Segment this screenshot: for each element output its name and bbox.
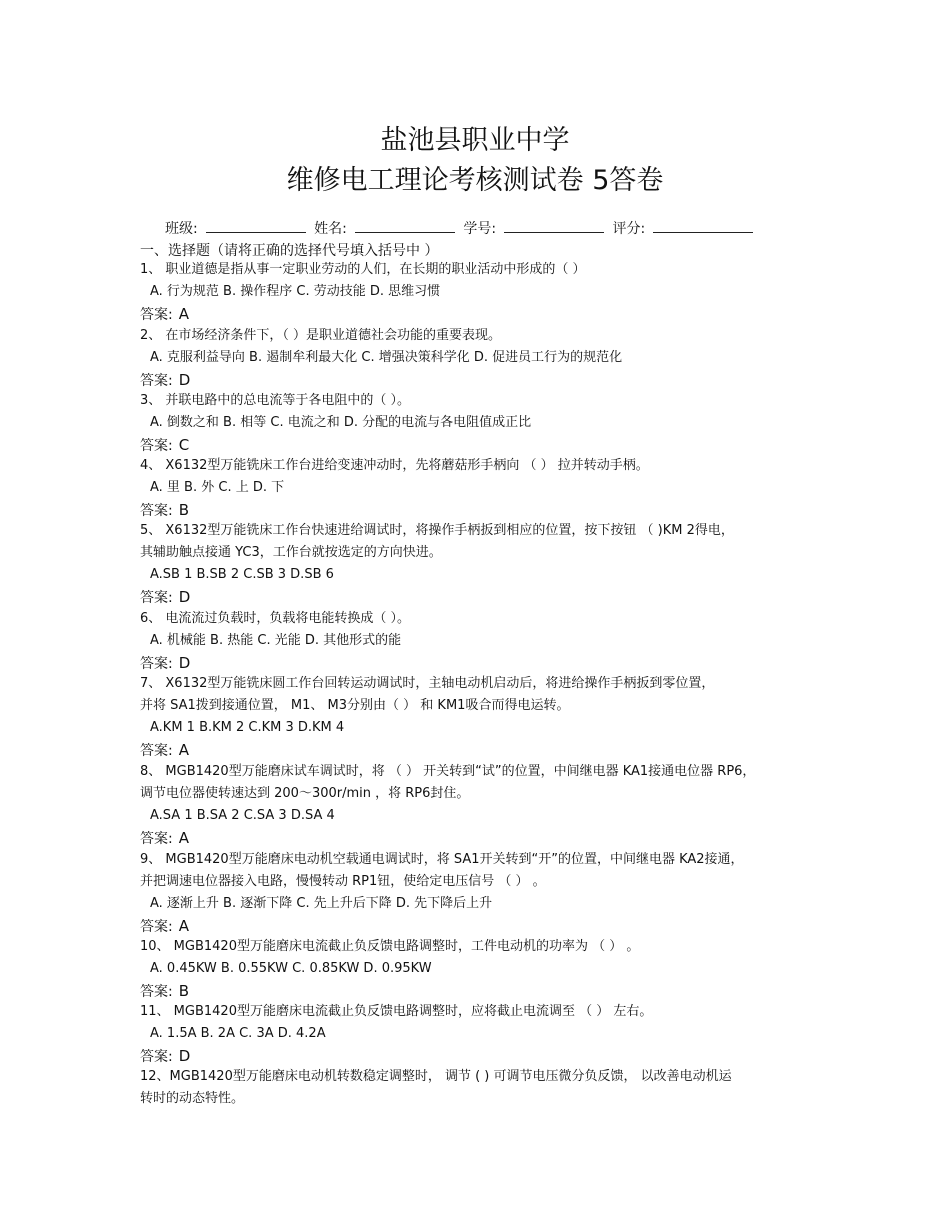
question-options: A.KM 1 B.KM 2 C.KM 3 D.KM 4: [150, 720, 345, 735]
answer-value: B: [178, 501, 190, 519]
answer-label: 答案:: [140, 919, 173, 935]
answer-value: A: [178, 917, 189, 935]
question-options: A. 倒数之和 B. 相等 C. 电流之和 D. 分配的电流与各电阻值成正比: [150, 415, 532, 430]
question-stem: 9、 MGB1420型万能磨床电动机空载通电调试时，将 SA1开关转到“开”的位置，中间继电器 KA2接通，: [140, 852, 744, 867]
question-stem: 5、 X6132型万能铣床工作台快速进给调试时，将操作手柄扳到相应的位置，按下按钮 （ )KM 2得电，: [140, 523, 734, 538]
question-stem: 3、 并联电路中的总电流等于各电阻中的（ ）。: [140, 393, 411, 408]
class-label: 班级:: [165, 221, 198, 237]
answer-label: 答案:: [140, 743, 173, 759]
question-2: [140, 325, 820, 392]
answer-line: [140, 499, 820, 522]
question-stem-continued: 转时的动态特性。: [140, 1091, 245, 1106]
question-options: A. 1.5A B. 2A C. 3A D. 4.2A: [150, 1026, 326, 1041]
answer-label: 答案:: [140, 656, 173, 672]
question-stem-continued: 其辅助触点接通 YC3，工作台就按选定的方向快进。: [140, 545, 442, 560]
answer-label: 答案:: [140, 984, 173, 1000]
question-stem: 10、 MGB1420型万能磨床电流截止负反馈电路调整时，工件电动机的功率为 （ ） 。: [140, 939, 640, 954]
section-title: 一、选择题（请将正确的选择代号填入括号中 ）: [140, 243, 439, 259]
question-stem: 8、 MGB1420型万能磨床试车调试时，将 （ ） 开关转到“试”的位置，中间继电器 KA1接通电位器 RP6，: [140, 764, 756, 779]
question-stem: 11、 MGB1420型万能磨床电流截止负反馈电路调整时，应将截止电流调至 （ ） 左右。: [140, 1004, 653, 1019]
question-1: [140, 259, 820, 326]
score-blank[interactable]: [653, 219, 753, 233]
question-options: A.SB 1 B.SB 2 C.SB 3 D.SB 6: [150, 567, 334, 582]
class-blank[interactable]: [206, 219, 306, 233]
question-options: A. 机械能 B. 热能 C. 光能 D. 其他形式的能: [150, 633, 402, 648]
name-blank[interactable]: [355, 219, 455, 233]
question-stem-continued: 并把调速电位器接入电路，慢慢转动 RP1钮，使给定电压信号 （ ） 。: [140, 874, 546, 889]
paper-title: 维修电工理论考核测试卷 5答卷: [286, 165, 664, 196]
student-id-blank[interactable]: [504, 219, 604, 233]
answer-value: B: [178, 982, 190, 1000]
question-6: [140, 608, 820, 675]
question-options: A. 里 B. 外 C. 上 D. 下: [150, 480, 285, 495]
answer-label: 答案:: [140, 831, 173, 847]
answer-line: [140, 739, 820, 762]
answer-line: [140, 915, 820, 938]
question-options: A. 0.45KW B. 0.55KW C. 0.85KW D. 0.95KW: [150, 961, 432, 976]
question-4: [140, 455, 820, 522]
question-11: [140, 1001, 820, 1068]
question-options: A. 克服利益导向 B. 遏制牟利最大化 C. 增强决策科学化 D. 促进员工行为的规范化: [150, 350, 623, 365]
question-12: [140, 1066, 820, 1110]
question-7: [140, 673, 820, 762]
answer-label: 答案:: [140, 307, 173, 323]
answer-label: 答案:: [140, 438, 173, 454]
answer-line: [140, 369, 820, 392]
question-stem: 6、 电流流过负载时，负载将电能转换成（ ）。: [140, 611, 411, 626]
answer-label: 答案:: [140, 590, 173, 606]
question-stem-continued: 并将 SA1拨到接通位置， M1、 M3分别由（ ） 和 KM1吸合而得电运转。: [140, 698, 570, 713]
answer-line: [140, 652, 820, 675]
question-3: [140, 390, 820, 457]
answer-value: A: [178, 305, 189, 323]
answer-value: A: [178, 741, 189, 759]
question-5: [140, 520, 820, 609]
question-stem: 2、 在市场经济条件下，（ ）是职业道德社会功能的重要表现。: [140, 328, 502, 343]
question-10: [140, 936, 820, 1003]
answer-label: 答案:: [140, 503, 173, 519]
question-options: A. 逐渐上升 B. 逐渐下降 C. 先上升后下降 D. 先下降后上升: [150, 896, 493, 911]
answer-line: [140, 980, 820, 1003]
question-9: [140, 849, 820, 938]
answer-value: C: [178, 436, 190, 454]
answer-label: 答案:: [140, 373, 173, 389]
answer-value: D: [178, 588, 191, 606]
question-options: A. 行为规范 B. 操作程序 C. 劳动技能 D. 思维习惯: [150, 284, 441, 299]
answer-value: D: [178, 654, 191, 672]
question-stem: 1、 职业道德是指从事一定职业劳动的人们，在长期的职业活动中形成的（ ）: [140, 262, 586, 277]
answer-value: A: [178, 829, 189, 847]
answer-line: [140, 827, 820, 850]
answer-value: D: [178, 1047, 191, 1065]
question-options: A.SA 1 B.SA 2 C.SA 3 D.SA 4: [150, 808, 335, 823]
answer-line: [140, 303, 820, 326]
answer-value: D: [178, 371, 191, 389]
answer-line: [140, 1045, 820, 1068]
question-stem-continued: 调节电位器使转速达到 200～300r/min ，将 RP6封住。: [140, 786, 470, 801]
question-stem: 12、MGB1420型万能磨床电动机转数稳定调整时， 调节 ( ) 可调节电压微分负反馈， 以改善电动机运: [140, 1069, 732, 1084]
student-id-label: 学号:: [463, 221, 497, 237]
school-name: 盐池县职业中学: [380, 125, 570, 156]
student-info-row: [165, 218, 757, 238]
question-stem: 7、 X6132型万能铣床圆工作台回转运动调试时，主轴电动机启动后，将进给操作手柄扳到零位置，: [140, 676, 715, 691]
answer-line: [140, 586, 820, 609]
question-stem: 4、 X6132型万能铣床工作台进给变速冲动时，先将蘑菇形手柄向 （ ） 拉并转动手柄。: [140, 458, 649, 473]
answer-label: 答案:: [140, 1049, 173, 1065]
score-label: 评分:: [612, 221, 646, 237]
name-label: 姓名:: [314, 221, 347, 237]
answer-line: [140, 434, 820, 457]
question-8: [140, 761, 820, 850]
